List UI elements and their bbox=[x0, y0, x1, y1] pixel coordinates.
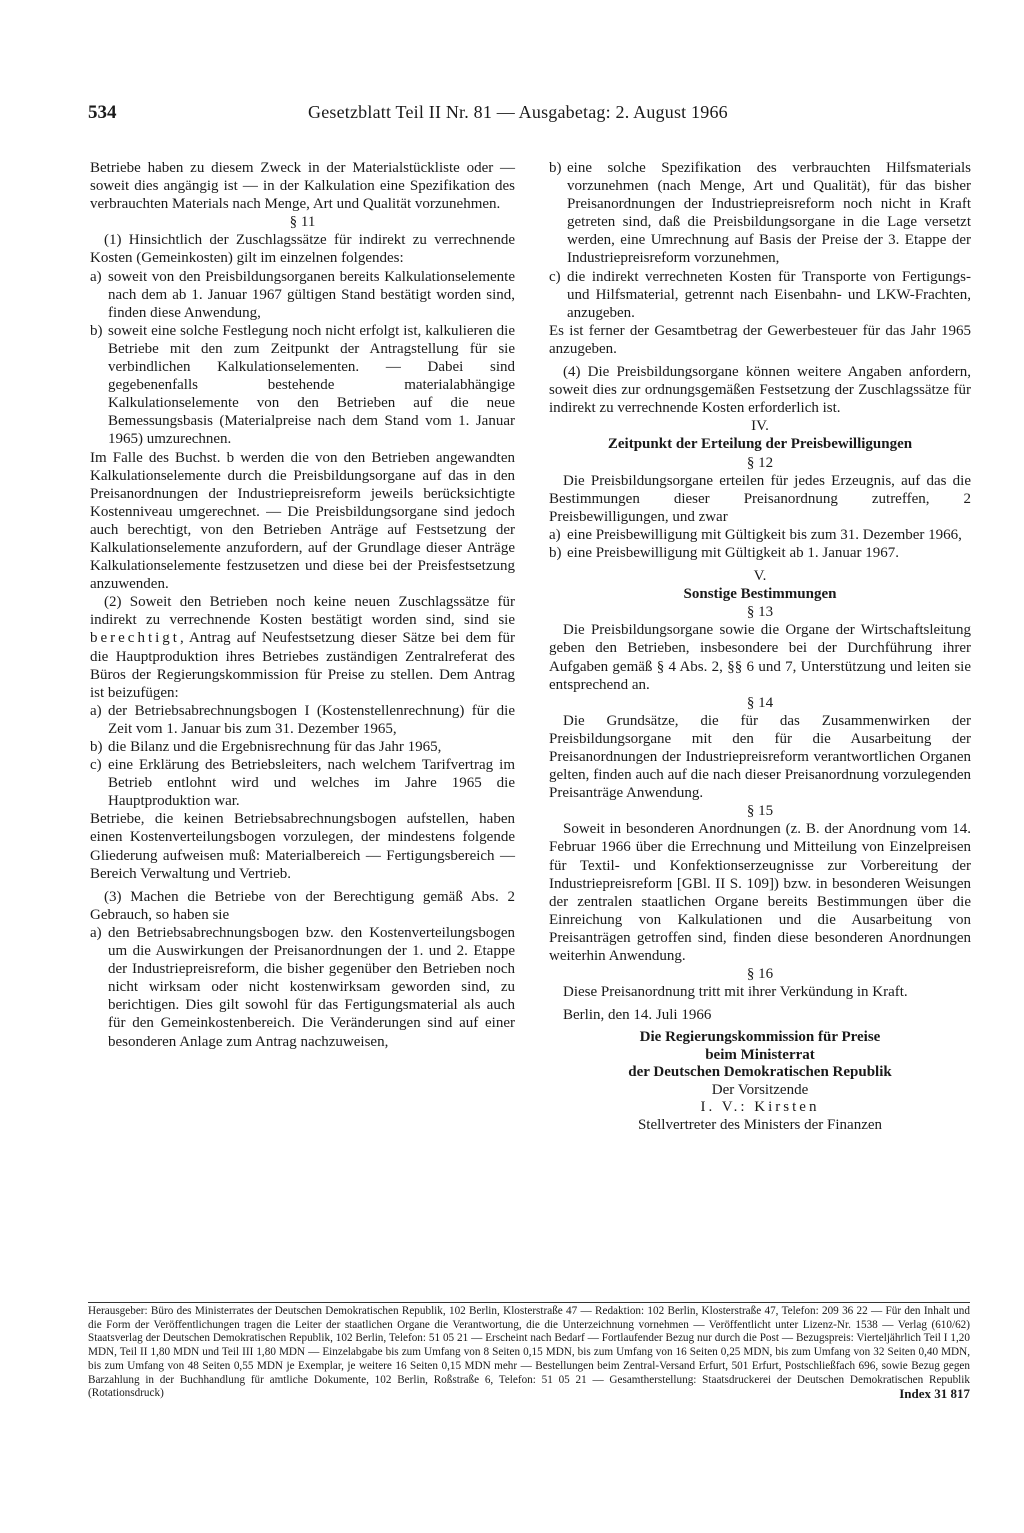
index-number: Index 31 817 bbox=[899, 1386, 970, 1402]
paragraph-13: Die Preisbildungsorgane sowie die Organe der Wirtschaftsleitung geben den Betrieben, insbesondere bei der Durchführung ihrer Aufgaben gemäß § 4 Abs. 2, §§ 6 und 7, Unterstützung und leiten sie entsprechend an. bbox=[549, 622, 971, 693]
paragraph-intro: Betriebe haben zu diesem Zweck in der Materialstückliste oder — soweit dies angängig ist — in der Kalkulation eine Spezifikation des verbrauchten Materials nach Menge, Art und Qualität vorzunehmen. bbox=[90, 160, 515, 213]
list-label: c) bbox=[549, 268, 561, 285]
paragraph-15: Soweit in besonderen Anordnungen (z. B. der Anordnung vom 14. Februar 1966 über die Errechnung und Mitteilung von Einzelpreisen für Textil- und Konfektionserzeugnisse zur Vorbereitung der Industriepreisreform [GBl. II S. 109]) bzw. in besonderen Weisungen der zentralen staatlichen Organe bereits Bestimmungen über die Einreichung von Kalkulationen und die Ausarbeitung von Preisanträgen getroffen sind, finden diese besonderen Anordnungen weiterhin Anwendung. bbox=[549, 821, 971, 965]
part-iv-heading: Zeitpunkt der Erteilung der Preisbewilligungen bbox=[607, 436, 913, 453]
signatory-name: I. V.: Kirsten bbox=[700, 1099, 820, 1116]
list-item bbox=[549, 526, 971, 544]
list-label: a) bbox=[90, 268, 102, 285]
text-run: , Antrag auf Neufestsetzung dieser Sätze bei dem für die Hauptproduktion ihres Betriebes zuständigen Zentralreferat des Büros der Regierungskommission für Preise zu stellen. Dem Antrag ist beizufügen: bbox=[90, 630, 515, 701]
left-column bbox=[90, 159, 515, 1051]
list-label: b) bbox=[549, 160, 562, 176]
paragraph-11-1: (1) Hinsichtlich der Zuschlagssätze für indirekt zu verrechnende Kosten (Gemeinkosten) gilt im einzelnen folgendes: bbox=[90, 232, 515, 267]
page-header bbox=[88, 102, 968, 132]
list-item bbox=[90, 738, 515, 756]
part-v-numeral: V. bbox=[753, 568, 767, 585]
signatory-line-3: der Deutschen Demokratischen Republik bbox=[628, 1064, 892, 1081]
section-16-heading: § 16 bbox=[746, 966, 774, 983]
list-text: eine Preisbewilligung mit Gültigkeit ab 1. Januar 1967. bbox=[567, 544, 900, 561]
list-item bbox=[549, 159, 971, 268]
part-v-heading: Sonstige Bestimmungen bbox=[683, 586, 837, 603]
paragraph-11-4: (4) Die Preisbildungsorgane können weitere Angaben anfordern, soweit dies zur ordnungsgemäßen Festsetzung der Zuschlagssätze für indirekt zu verrechnende Kosten erforderlich ist. bbox=[549, 364, 971, 417]
list-label: a) bbox=[549, 526, 561, 543]
section-15-heading: § 15 bbox=[746, 803, 774, 820]
paragraph-11-2 bbox=[90, 593, 515, 702]
list-item bbox=[549, 544, 971, 562]
list-label: b) bbox=[90, 739, 103, 755]
gazette-title: Gesetzblatt Teil II Nr. 81 — Ausgabetag: 2. August 1966 bbox=[308, 102, 728, 122]
signing-date: Berlin, den 14. Juli 1966 bbox=[563, 1007, 712, 1024]
signatory-line-1: Die Regierungskommission für Preise bbox=[639, 1029, 881, 1046]
list-item bbox=[90, 268, 515, 322]
paragraph-falle: Im Falle des Buchst. b werden die von den Betrieben angewandten Kalkulationselemente durch die Preisbildungsorgane auf das in den Preisanordnungen der Industriepreisreform jeweils berücksichtigte Kostenniveau umgerechnet. — Die Preisbildungsorgane sind jedoch auch berechtigt, von den Betrieben Anträge auf Festsetzung der Kalkulationselemente anzufordern, auf der Grundlage dieser Anträge Kalkulationselemente festzusetzen und diese bei der Preisfestsetzung anzuwenden. bbox=[90, 449, 515, 593]
list-text: soweit von den Preisbildungsorganen bereits Kalkulationselemente nach dem ab 1. Januar 1967 gültigen Stand bestätigt worden sind, finden diese Anwendung, bbox=[108, 268, 515, 321]
list-label: b) bbox=[549, 544, 562, 561]
paragraph-gewerbesteuer: Es ist ferner der Gesamtbetrag der Gewerbesteuer für das Jahr 1965 anzugeben. bbox=[549, 322, 971, 357]
signatory-role: Der Vorsitzende bbox=[711, 1081, 809, 1098]
list-text: eine Preisbewilligung mit Gültigkeit bis zum 31. Dezember 1966, bbox=[567, 526, 962, 543]
list-label: b) bbox=[90, 322, 103, 339]
paragraph-16: Diese Preisanordnung tritt mit ihrer Verkündung in Kraft. bbox=[563, 984, 908, 1001]
paragraph-betriebe: Betriebe, die keinen Betriebsabrechnungsbogen aufstellen, haben einen Kostenverteilungsbogen vorzulegen, der mindestens folgende Gliederung aufweisen muß: Materialbereich — Fertigungsbereich — Bereich Verwaltung und Vertrieb. bbox=[90, 811, 515, 882]
list-item bbox=[90, 702, 515, 738]
list-text: eine Erklärung des Betriebsleiters, nach welchem Tarifvertrag im Betrieb entlohnt wird und welches im Jahre 1965 die Hauptproduktion war. bbox=[108, 757, 515, 810]
list-item bbox=[90, 322, 515, 449]
list-item bbox=[549, 268, 971, 322]
list-label: a) bbox=[90, 924, 102, 941]
list-text: eine solche Spezifikation des verbrauchten Hilfsmaterials vorzunehmen (nach Menge, Art und Qualität), für das bisher Preisanordnungen der Industriepreisreform noch nicht in Kraft getreten sind, daß die Preisbildungsorgane in die Lage versetzt werden, eine Umrechnung auf Basis der Preise der 3. Etappe der Industriepreisreform vorzunehmen, bbox=[567, 160, 971, 267]
imprint-text: Herausgeber: Büro des Ministerrates der Deutschen Demokratischen Republik, 102 Berlin, Klosterstraße 47 — Redaktion: 102 Berlin, Klosterstraße 47, Telefon: 209 36 22 — Für den Inhalt und die Form der Veröffentlichungen tragen die Leiter der staatlichen Organe die Verantwortung, die die Unterzeichnung vornehmen — Veröffentlicht unter Lizenz-Nr. 1538 — Verlag (610/62) Staatsverlag der Deutschen Demokratischen Republik, 102 Berlin, Telefon: 51 05 21 — Erscheint nach Bedarf — Fortlaufender Bezug nur durch die Post — Bezugspreis: Vierteljährlich Teil I 1,20 MDN, Teil II 1,80 MDN und Teil III 1,80 MDN — Einzelabgabe bis zum Umfang von 8 Seiten 0,15 MDN, bis zum Umfang von 16 Seiten 0,25 MDN, bis zum Umfang von 32 Seiten 0,40 MDN, bis zum Umfang von 48 Seiten 0,55 MDN je Exemplar, je weitere 16 Seiten 0,15 MDN mehr — Bestellungen beim Zentral-Versand Erfurt, 501 Erfurt, Postschließfach 696, sowie Bezug gegen Barzahlung in der Buchhandlung für amtliche Dokumente, 102 Berlin, Roßstraße 6, Telefon: 51 05 21 — Gesamtherstellung: Staatsdruckerei der Deutschen Demokratischen Republik (Rotationsdruck) bbox=[88, 1305, 970, 1400]
list-label: a) bbox=[90, 702, 102, 719]
signatory-title: Stellvertreter des Ministers der Finanzen bbox=[637, 1116, 883, 1133]
section-13-heading: § 13 bbox=[746, 604, 774, 621]
part-iv-numeral: IV. bbox=[751, 418, 769, 435]
signatory-line-2: beim Ministerrat bbox=[705, 1046, 815, 1063]
list-text: der Betriebsabrechnungsbogen I (Kostenstellenrechnung) für die Zeit vom 1. Januar bis zum 31. Dezember 1965, bbox=[108, 702, 515, 737]
section-11-heading: § 11 bbox=[289, 214, 316, 231]
imprint-footer bbox=[88, 1302, 970, 1401]
list-text: soweit eine solche Festlegung noch nicht erfolgt ist, kalkulieren die Betriebe mit den zum Zeitpunkt der Antragstellung für sie verbindlichen Kalkulationselementen. — Dabei sind gegebenenfalls bestehende materialabhängige Kalkulationselemente von den Betrieben auf die neue Bemessungsbasis (Materialpreise nach dem Stand vom 1. Januar 1965) umzurechnen. bbox=[108, 322, 515, 448]
text-run: (2) Soweit den Betrieben noch keine neuen Zuschlagssätze für indirekt zu verrechnende Kosten bestätigt worden sind, sind sie bbox=[90, 594, 515, 629]
paragraph-12: Die Preisbildungsorgane erteilen für jedes Erzeugnis, auf das die Bestimmungen dieser Preisanordnung zutreffen, 2 Preisbewilligungen, und zwar bbox=[549, 472, 971, 525]
list-text: die indirekt verrechneten Kosten für Transporte von Fertigungs- und Hilfsmaterial, getrennt nach Eisenbahn- und LKW-Frachten, anzugeben. bbox=[567, 268, 971, 321]
section-12-heading: § 12 bbox=[746, 454, 774, 471]
list-item bbox=[90, 924, 515, 1051]
emphasis-berechtigt: berechtigt bbox=[90, 630, 180, 647]
page-number: 534 bbox=[88, 102, 117, 123]
section-14-heading: § 14 bbox=[746, 694, 774, 711]
list-text: den Betriebsabrechnungsbogen bzw. den Kostenverteilungsbogen um die Auswirkungen der Preisanordnungen der 1. und 2. Etappe der Industriepreisreform, die bisher gegenüber den Betrieben noch nicht wirksam oder nicht kostenwirksam geworden sind, zu berichtigen. Dies gilt sowohl für das Fertigungsmaterial als auch für den Gemeinkostenbereich. Die Veränderungen sind auf einer besonderen Anlage zum Antrag nachzuweisen, bbox=[108, 924, 515, 1050]
list-label: c) bbox=[90, 757, 102, 774]
paragraph-11-3: (3) Machen die Betriebe von der Berechtigung gemäß Abs. 2 Gebrauch, so haben sie bbox=[90, 888, 515, 923]
list-text: die Bilanz und die Ergebnisrechnung für das Jahr 1965, bbox=[108, 739, 442, 755]
list-item bbox=[90, 756, 515, 810]
right-column bbox=[549, 159, 971, 1134]
paragraph-14: Die Grundsätze, die für das Zusammenwirken der Preisbildungsorgane mit den für die Ausarbeitung der Preisanordnungen der Industriepreisreform verantwortlichen Organen gelten, finden auch auf die nach dieser Preisanordnung vorzulegenden Preisanträge Anwendung. bbox=[549, 712, 971, 802]
